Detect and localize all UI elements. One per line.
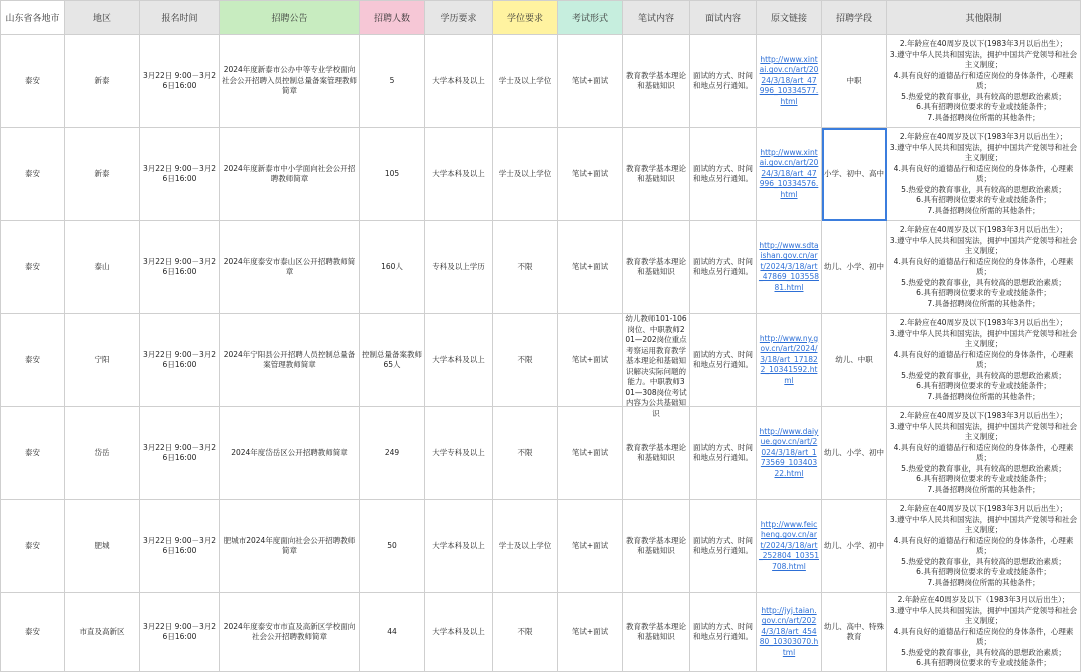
cell-signup-time[interactable] xyxy=(140,407,220,500)
cell-signup-time[interactable] xyxy=(140,314,220,407)
cell-city-text: 泰安 xyxy=(25,168,40,178)
cell-exam-form[interactable] xyxy=(558,221,623,314)
cell-interview-content-text: 面试的方式、时间和地点另行通知。 xyxy=(693,256,753,276)
cell-written-content[interactable] xyxy=(623,128,690,221)
limit-line: 3.遵守中华人民共和国宪法，拥护中国共产党领导和社会主义制度； xyxy=(889,49,1078,69)
limit-line: 6.具有招聘岗位要求的专业或技能条件； xyxy=(916,658,1051,668)
cell-signup-time-text: 3月22日 9:00－3月26日16:00 xyxy=(142,349,217,369)
header-district[interactable]: 地区 xyxy=(65,1,140,35)
header-stage[interactable]: 招聘学段 xyxy=(822,1,887,35)
cell-city[interactable] xyxy=(1,221,65,314)
cell-city[interactable] xyxy=(1,593,65,672)
cell-written-content-text: 幼儿教师101-106岗位、中职教师201—202岗位重点考察运用教育教学基本理论和基础知识解决实际问题的能力。中职教师301—308岗位考试内容为公共基础知识 xyxy=(625,314,687,418)
cell-exam-form-text: 笔试+面试 xyxy=(571,75,609,85)
cell-notice-text: 肥城市2024年度面向社会公开招聘教师简章 xyxy=(223,535,356,555)
cell-city-text: 泰安 xyxy=(25,447,40,457)
cell-district[interactable] xyxy=(65,593,140,672)
table-row xyxy=(1,314,1081,407)
cell-district-text: 肥城 xyxy=(94,540,110,550)
cell-stage[interactable] xyxy=(822,35,887,128)
cell-city[interactable] xyxy=(1,128,65,221)
cell-notice-text: 2024年度泰安市泰山区公开招聘教师简章 xyxy=(223,256,356,276)
cell-written-content-text: 教育教学基本理论和基础知识 xyxy=(626,163,686,183)
cell-written-content[interactable] xyxy=(623,500,690,593)
cell-degree[interactable] xyxy=(493,593,558,672)
cell-degree-text: 不限 xyxy=(517,354,533,364)
limit-line: 6.具有招聘岗位要求的专业或技能条件； xyxy=(916,381,1051,390)
limit-line: 5.热爱党的教育事业，具有较高的思想政治素质； xyxy=(901,647,1066,657)
limit-line: 3.遵守中华人民共和国宪法，拥护中国共产党领导和社会主义制度； xyxy=(889,328,1078,348)
cell-count-text: 5 xyxy=(389,75,395,85)
cell-count-text: 控制总量备案教师65人 xyxy=(362,349,422,369)
limit-line: 4.具有良好的道德品行和适应岗位的身体条件，心理素质； xyxy=(893,163,1074,183)
limit-line: 5.热爱党的教育事业，具有较高的思想政治素质； xyxy=(901,277,1066,287)
cell-count[interactable] xyxy=(360,35,425,128)
cell-signup-time[interactable] xyxy=(140,128,220,221)
cell-notice[interactable] xyxy=(220,128,360,221)
header-education[interactable]: 学历要求 xyxy=(425,1,493,35)
limit-line: 3.遵守中华人民共和国宪法，拥护中国共产党领导和社会主义制度； xyxy=(889,421,1078,441)
cell-written-content[interactable] xyxy=(623,221,690,314)
table-row xyxy=(1,128,1081,221)
cell-signup-time-text: 3月22日 9:00－3月26日16:00 xyxy=(142,621,217,641)
limit-line: 5.热爱党的教育事业，具有较高的思想政治素质； xyxy=(901,463,1066,473)
cell-written-content-text: 教育教学基本理论和基础知识 xyxy=(626,535,686,555)
cell-district-text: 新泰 xyxy=(94,168,110,178)
limit-line: 2.年龄应在40周岁及以下(1983年3月以后出生）； xyxy=(899,39,1068,48)
limit-line: 5.热爱党的教育事业，具有较高的思想政治素质； xyxy=(901,184,1066,194)
cell-district-text: 市直及高新区 xyxy=(79,626,125,636)
cell-stage[interactable] xyxy=(822,593,887,672)
limit-line: 2.年龄应在40周岁及以下（1983年3月以后出生）； xyxy=(897,595,1070,605)
cell-stage-text: 幼儿、小学、初中 xyxy=(824,447,884,457)
limit-line: 7.具备招聘岗位所需的其他条件； xyxy=(927,298,1040,308)
cell-exam-form-text: 笔试+面试 xyxy=(571,447,609,457)
cell-city-text: 泰安 xyxy=(25,354,40,364)
cell-signup-time-text: 3月22日 9:00－3月26日16:00 xyxy=(142,442,217,462)
limit-line: 7.具备招聘岗位所需的其他条件； xyxy=(927,391,1040,401)
cell-city-text: 泰安 xyxy=(25,261,40,271)
cell-interview-content[interactable] xyxy=(690,407,757,500)
cell-notice-text: 2024年宁阳县公开招聘人员控制总量备案管理教师简章 xyxy=(223,349,356,369)
cell-city-text: 泰安 xyxy=(25,540,40,550)
cell-notice[interactable] xyxy=(220,500,360,593)
cell-interview-content-text: 面试的方式、时间和地点另行通知。 xyxy=(693,70,753,90)
cell-stage[interactable] xyxy=(822,314,887,407)
cell-education[interactable] xyxy=(425,407,493,500)
cell-notice-text: 2024年度新泰市中小学面向社会公开招聘教师简章 xyxy=(223,163,356,183)
cell-source-link-text[interactable]: http://www.sdtaishan.gov.cn/art/2024/3/18/art_47869_10355881.html xyxy=(759,240,819,292)
cell-district[interactable] xyxy=(65,128,140,221)
limit-line: 6.具有招聘岗位要求的专业或技能条件； xyxy=(916,567,1051,576)
cell-written-content-text: 教育教学基本理论和基础知识 xyxy=(626,70,686,90)
cell-exam-form[interactable] xyxy=(558,407,623,500)
cell-degree[interactable] xyxy=(493,221,558,314)
cell-other-limits[interactable] xyxy=(887,221,1081,314)
cell-district-text: 新泰 xyxy=(94,75,110,85)
limit-line: 2.年龄应在40周岁及以下(1983年3月以后出生）； xyxy=(899,132,1068,141)
cell-district[interactable] xyxy=(65,314,140,407)
cell-exam-form[interactable] xyxy=(558,314,623,407)
cell-degree-text: 不限 xyxy=(517,261,533,271)
cell-degree-text: 不限 xyxy=(517,447,533,457)
cell-degree-text: 学士及以上学位 xyxy=(498,168,552,178)
cell-interview-content-text: 面试的方式、时间和地点另行通知。 xyxy=(693,163,753,183)
cell-degree[interactable] xyxy=(493,407,558,500)
header-city[interactable]: 山东省各地市 xyxy=(1,1,65,35)
cell-district[interactable] xyxy=(65,407,140,500)
limit-line: 5.热爱党的教育事业，具有较高的思想政治素质； xyxy=(901,91,1066,101)
limit-line: 4.具有良好的道德品行和适应岗位的身体条件，心理素质； xyxy=(893,70,1074,90)
cell-interview-content[interactable] xyxy=(690,314,757,407)
cell-count[interactable] xyxy=(360,221,425,314)
limit-line: 3.遵守中华人民共和国宪法，拥护中国共产党领导和社会主义制度； xyxy=(889,605,1078,626)
cell-city-text: 泰安 xyxy=(25,75,40,85)
cell-stage[interactable] xyxy=(822,500,887,593)
header-count[interactable]: 招聘人数 xyxy=(360,1,425,35)
header-degree[interactable]: 学位要求 xyxy=(493,1,558,35)
cell-source-link[interactable] xyxy=(757,314,822,407)
cell-stage-text: 幼儿、小学、初中 xyxy=(824,540,884,550)
cell-interview-content-text: 面试的方式、时间和地点另行通知。 xyxy=(693,442,753,462)
cell-city[interactable] xyxy=(1,35,65,128)
limit-line: 3.遵守中华人民共和国宪法，拥护中国共产党领导和社会主义制度； xyxy=(889,235,1078,255)
cell-education[interactable] xyxy=(425,314,493,407)
cell-interview-content[interactable] xyxy=(690,500,757,593)
cell-education-text: 专科及以上学历 xyxy=(432,261,485,271)
cell-count[interactable] xyxy=(360,593,425,672)
cell-other-limits[interactable] xyxy=(887,407,1081,500)
cell-city-text: 泰安 xyxy=(25,626,40,636)
cell-written-content[interactable] xyxy=(623,407,690,500)
limit-line: 6.具有招聘岗位要求的专业或技能条件； xyxy=(916,195,1051,204)
cell-education[interactable] xyxy=(425,35,493,128)
cell-education-text: 大学专科及以上 xyxy=(432,447,485,457)
cell-stage-text: 小学、初中、高中 xyxy=(824,168,884,178)
limit-line: 2.年龄应在40周岁及以下(1983年3月以后出生）； xyxy=(899,504,1068,513)
limit-line: 3.遵守中华人民共和国宪法，拥护中国共产党领导和社会主义制度； xyxy=(889,142,1078,162)
cell-education[interactable] xyxy=(425,221,493,314)
cell-other-limits[interactable] xyxy=(887,314,1081,407)
cell-written-content[interactable] xyxy=(623,314,690,418)
cell-degree[interactable] xyxy=(493,314,558,407)
cell-count-text: 160人 xyxy=(381,261,403,271)
header-source-link[interactable]: 原文链接 xyxy=(757,1,822,35)
table-body xyxy=(1,35,1081,672)
limit-line: 7.具备招聘岗位所需的其他条件； xyxy=(927,484,1040,494)
cell-education-text: 大学本科及以上 xyxy=(432,168,485,178)
cell-stage[interactable] xyxy=(822,407,887,500)
cell-signup-time-text: 3月22日 9:00－3月26日16:00 xyxy=(142,535,217,555)
cell-written-content[interactable] xyxy=(623,593,690,672)
cell-district[interactable] xyxy=(65,221,140,314)
cell-education-text: 大学本科及以上 xyxy=(432,75,485,85)
cell-notice-text: 2024年度新泰市公办中等专业学校面向社会公开招聘入员控制总量备案管理教师简章 xyxy=(222,65,357,96)
cell-education[interactable] xyxy=(425,500,493,593)
cell-count[interactable] xyxy=(360,500,425,593)
cell-source-link[interactable] xyxy=(757,593,822,672)
limit-line: 2.年龄应在40周岁及以下(1983年3月以后出生）； xyxy=(899,318,1068,327)
cell-written-content[interactable] xyxy=(623,35,690,128)
cell-stage[interactable] xyxy=(822,128,887,221)
limit-line: 5.热爱党的教育事业，具有较高的思想政治素质； xyxy=(901,556,1066,566)
cell-source-link-text[interactable]: http://www.daiyue.gov.cn/art/2024/3/18/art_173569_10340322.html xyxy=(759,426,819,478)
cell-count[interactable] xyxy=(360,128,425,221)
cell-written-content-text: 教育教学基本理论和基础知识 xyxy=(626,442,686,462)
cell-signup-time-text: 3月22日 9:00－3月26日16:00 xyxy=(142,163,217,183)
cell-degree-text: 学士及以上学位 xyxy=(498,75,552,85)
cell-degree[interactable] xyxy=(493,35,558,128)
cell-written-content-text: 教育教学基本理论和基础知识 xyxy=(626,621,686,641)
cell-signup-time[interactable] xyxy=(140,35,220,128)
cell-notice-text: 2024年度岱岳区公开招聘教师简章 xyxy=(231,447,348,457)
cell-education[interactable] xyxy=(425,593,493,672)
limit-line: 6.具有招聘岗位要求的专业或技能条件； xyxy=(916,474,1051,483)
limit-line: 7.具备招聘岗位所需的其他条件； xyxy=(927,112,1040,122)
cell-exam-form-text: 笔试+面试 xyxy=(571,261,609,271)
cell-source-link-text[interactable]: http://www.feicheng.gov.cn/art/2024/3/18/art_252804_10351708.html xyxy=(759,519,819,571)
limit-line: 4.具有良好的道德品行和适应岗位的身体条件，心理素质； xyxy=(893,626,1074,647)
cell-stage-text: 幼儿、中职 xyxy=(835,354,873,364)
cell-exam-form[interactable] xyxy=(558,128,623,221)
table-row xyxy=(1,35,1081,128)
cell-interview-content-text: 面试的方式、时间和地点另行通知。 xyxy=(693,535,753,555)
cell-notice[interactable] xyxy=(220,221,360,314)
cell-interview-content[interactable] xyxy=(690,35,757,128)
cell-source-link-text[interactable]: http://www.xintai.gov.cn/art/2024/3/18/art_47996_10334577.html xyxy=(759,54,819,106)
cell-count-text: 44 xyxy=(387,626,397,636)
table-row xyxy=(1,593,1081,672)
cell-source-link[interactable] xyxy=(757,500,822,593)
cell-source-link[interactable] xyxy=(757,221,822,314)
cell-stage[interactable] xyxy=(822,221,887,314)
limit-line: 2.年龄应在40周岁及以下(1983年3月以后出生）； xyxy=(899,411,1068,420)
cell-education-text: 大学本科及以上 xyxy=(432,540,485,550)
header-exam-form[interactable]: 考试形式 xyxy=(558,1,623,35)
limit-line: 5.热爱党的教育事业，具有较高的思想政治素质； xyxy=(901,370,1066,380)
cell-exam-form-text: 笔试+面试 xyxy=(571,540,609,550)
cell-exam-form-text: 笔试+面试 xyxy=(571,354,609,364)
cell-exam-form-text: 笔试+面试 xyxy=(571,168,609,178)
cell-notice-text: 2024年度泰安市市直及高新区学校面向社会公开招聘教师简章 xyxy=(223,621,356,641)
limit-line: 7.具备招聘岗位所需的其他条件； xyxy=(927,577,1040,587)
cell-degree-text: 不限 xyxy=(517,626,533,636)
cell-exam-form-text: 笔试+面试 xyxy=(571,626,609,636)
cell-written-content-text: 教育教学基本理论和基础知识 xyxy=(626,256,686,276)
cell-stage-text: 中职 xyxy=(846,75,862,85)
cell-notice[interactable] xyxy=(220,35,360,128)
cell-exam-form[interactable] xyxy=(558,35,623,128)
cell-count-text: 50 xyxy=(387,540,397,550)
cell-education-text: 大学本科及以上 xyxy=(432,354,485,364)
header-notice[interactable]: 招聘公告 xyxy=(220,1,360,35)
cell-district-text: 泰山 xyxy=(94,261,110,271)
limit-line: 3.遵守中华人民共和国宪法，拥护中国共产党领导和社会主义制度； xyxy=(889,514,1078,534)
cell-degree[interactable] xyxy=(493,128,558,221)
limit-line: 4.具有良好的道德品行和适应岗位的身体条件，心理素质； xyxy=(893,256,1074,276)
table-row xyxy=(1,221,1081,314)
limit-line: 2.年龄应在40周岁及以下(1983年3月以后出生）； xyxy=(899,225,1068,234)
limit-line: 4.具有良好的道德品行和适应岗位的身体条件，心理素质； xyxy=(893,442,1074,462)
cell-district-text: 岱岳 xyxy=(94,447,110,457)
cell-other-limits[interactable] xyxy=(887,128,1081,221)
cell-exam-form[interactable] xyxy=(558,500,623,593)
cell-other-limits[interactable] xyxy=(887,500,1081,593)
limit-line: 7.具备招聘岗位所需的其他条件； xyxy=(927,205,1040,215)
cell-source-link[interactable] xyxy=(757,407,822,500)
table-row xyxy=(1,500,1081,593)
cell-count[interactable] xyxy=(360,314,425,407)
cell-other-limits[interactable] xyxy=(887,35,1081,128)
cell-city[interactable] xyxy=(1,407,65,500)
cell-source-link[interactable] xyxy=(757,35,822,128)
table-row xyxy=(1,407,1081,500)
header-written-content[interactable]: 笔试内容 xyxy=(623,1,690,35)
cell-interview-content[interactable] xyxy=(690,221,757,314)
cell-district[interactable] xyxy=(65,35,140,128)
cell-district[interactable] xyxy=(65,500,140,593)
cell-other-limits[interactable] xyxy=(887,593,1081,672)
cell-notice[interactable] xyxy=(220,314,360,407)
cell-interview-content-text: 面试的方式、时间和地点另行通知。 xyxy=(693,621,753,641)
cell-count-text: 105 xyxy=(384,168,400,178)
cell-notice[interactable] xyxy=(220,593,360,672)
cell-degree[interactable] xyxy=(493,500,558,593)
cell-count-text: 249 xyxy=(384,447,400,457)
header-row xyxy=(1,1,1081,35)
header-other-limits[interactable]: 其他限制 xyxy=(887,1,1081,35)
cell-district-text: 宁阳 xyxy=(94,354,110,364)
cell-signup-time[interactable] xyxy=(140,221,220,314)
cell-interview-content[interactable] xyxy=(690,128,757,221)
cell-signup-time[interactable] xyxy=(140,593,220,672)
cell-stage-text: 幼儿、高中、特殊教育 xyxy=(824,621,884,641)
cell-exam-form[interactable] xyxy=(558,593,623,672)
cell-source-link-text[interactable]: http://jyj.taian.gov.cn/art/2024/3/18/art_45480_10303070.html xyxy=(759,605,819,657)
cell-source-link-text[interactable]: http://www.xintai.gov.cn/art/2024/3/18/art_47996_10334576.html xyxy=(759,147,819,199)
cell-city[interactable] xyxy=(1,314,65,407)
limit-line: 6.具有招聘岗位要求的专业或技能条件； xyxy=(916,102,1051,111)
cell-city[interactable] xyxy=(1,500,65,593)
limit-line: 6.具有招聘岗位要求的专业或技能条件； xyxy=(916,288,1051,297)
cell-interview-content[interactable] xyxy=(690,593,757,672)
cell-interview-content-text: 面试的方式、时间和地点另行通知。 xyxy=(693,349,753,369)
cell-signup-time[interactable] xyxy=(140,500,220,593)
limit-line: 4.具有良好的道德品行和适应岗位的身体条件，心理素质； xyxy=(893,535,1074,555)
cell-source-link-text[interactable]: http://www.ny.gov.cn/art/2024/3/18/art_171822_10341592.html xyxy=(759,333,819,385)
cell-stage-text: 幼儿、小学、初中 xyxy=(824,261,884,271)
cell-education-text: 大学本科及以上 xyxy=(432,626,485,636)
cell-education[interactable] xyxy=(425,128,493,221)
header-interview-content[interactable]: 面试内容 xyxy=(690,1,757,35)
cell-degree-text: 学士及以上学位 xyxy=(498,540,552,550)
cell-count[interactable] xyxy=(360,407,425,500)
cell-signup-time-text: 3月22日 9:00－3月26日16:00 xyxy=(142,70,217,90)
cell-source-link[interactable] xyxy=(757,128,822,221)
cell-signup-time-text: 3月22日 9:00－3月26日16:00 xyxy=(142,256,217,276)
limit-line: 4.具有良好的道德品行和适应岗位的身体条件，心理素质； xyxy=(893,349,1074,369)
cell-notice[interactable] xyxy=(220,407,360,500)
header-signup-time[interactable]: 报名时间 xyxy=(140,1,220,35)
